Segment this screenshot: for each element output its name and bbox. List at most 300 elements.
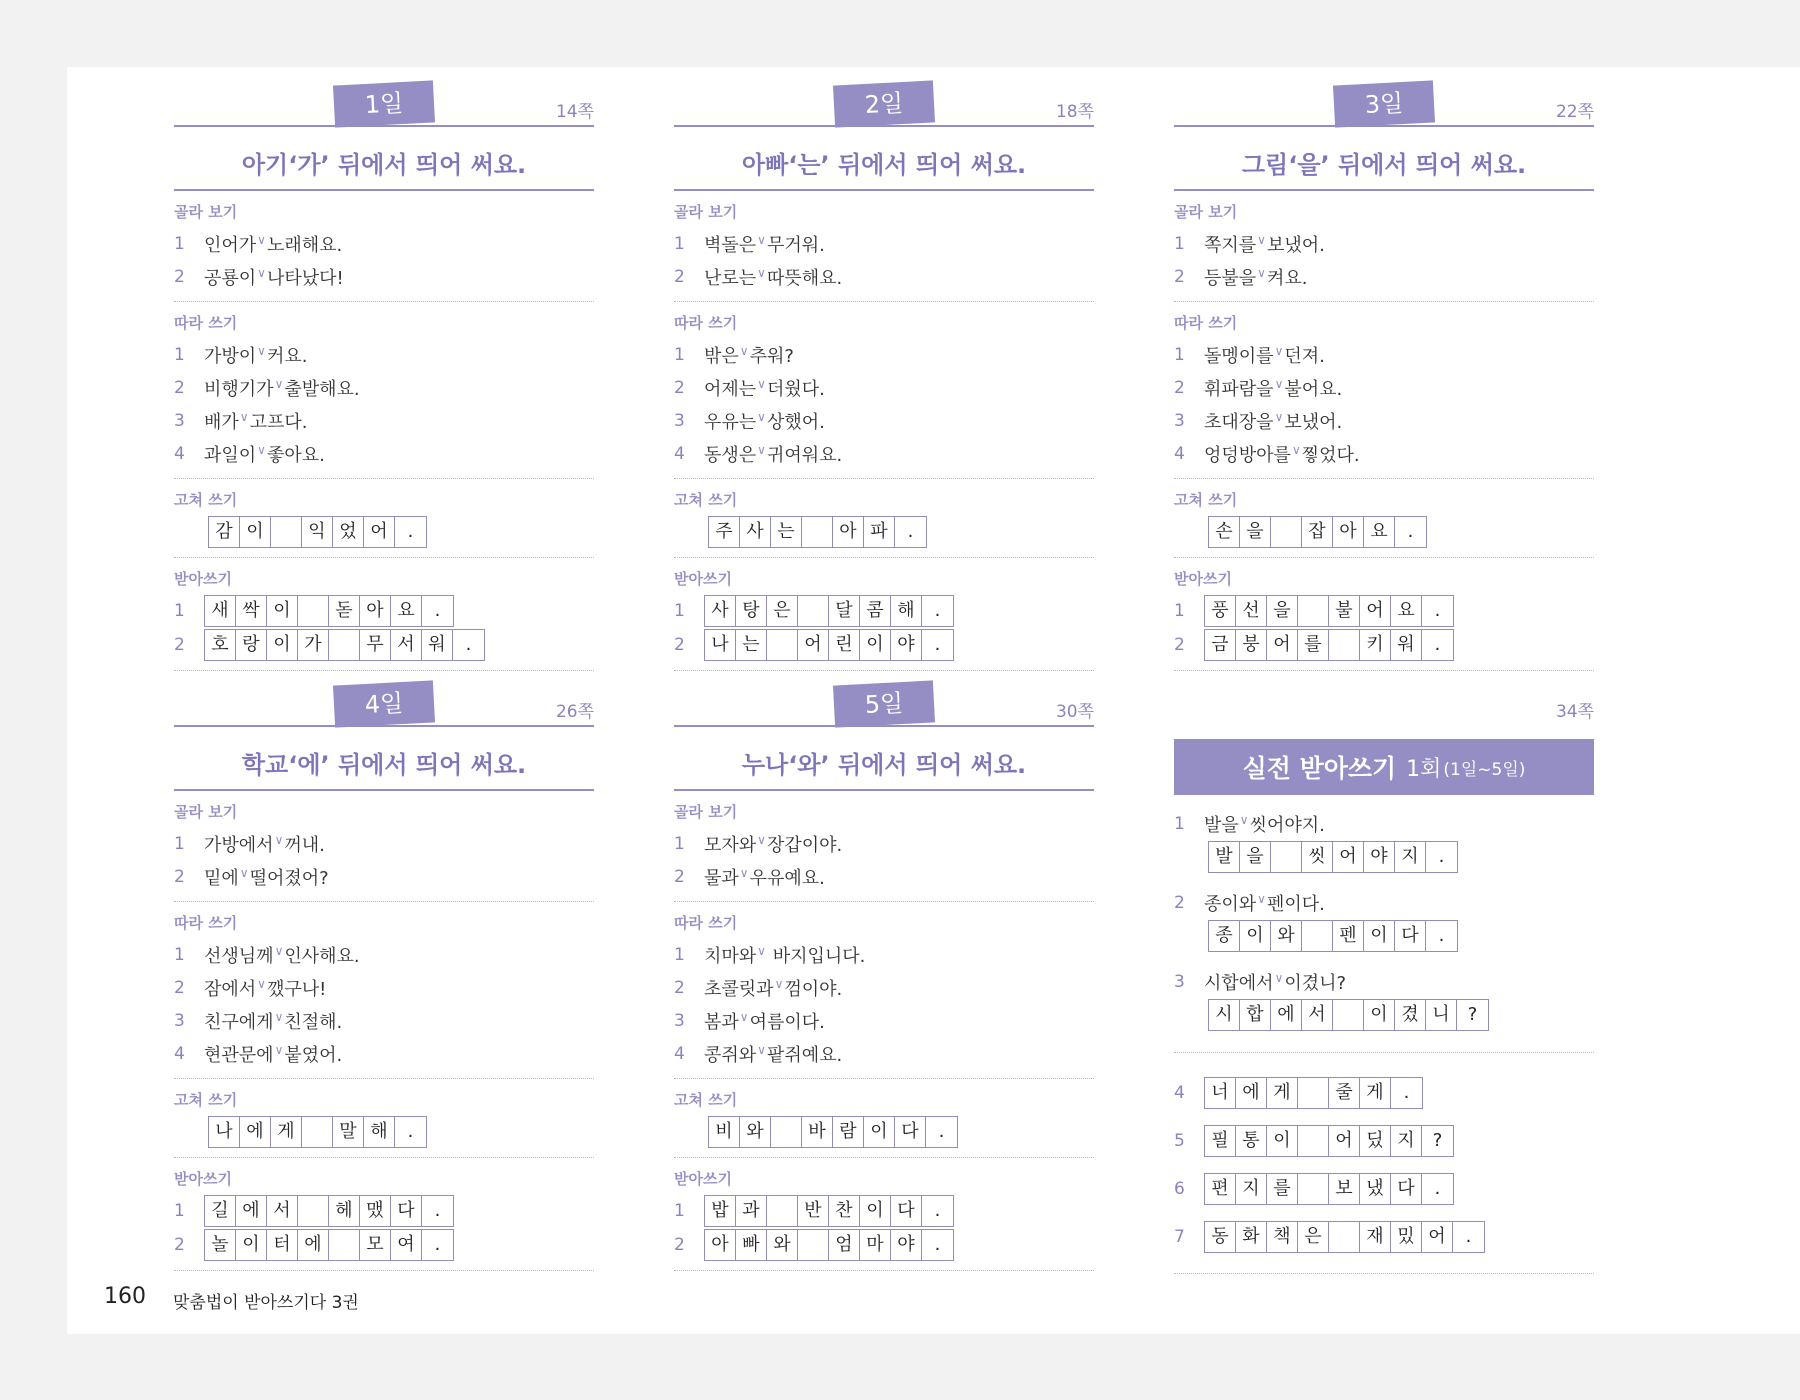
sentence-part-after: 무거워. [766, 234, 825, 256]
dotted-divider [174, 301, 594, 302]
dotted-divider [1174, 557, 1594, 558]
item-number: 2 [174, 1235, 185, 1255]
practice-dictation-row [1174, 1117, 1594, 1165]
grid-cell: . [465, 634, 472, 655]
grid-cell: 어 [798, 630, 829, 660]
writing-grid [704, 1229, 954, 1261]
sentence-part-after: 껌이야. [784, 978, 843, 1000]
sentence-part-after: 좋아요. [266, 444, 325, 466]
grid-cell: 놀 [205, 1230, 236, 1260]
grid-cell: 반 [798, 1196, 829, 1226]
grid-cell: . [907, 521, 914, 542]
dotted-divider [674, 557, 1094, 558]
section-label-copy: 따라 쓰기 [674, 314, 738, 332]
answer-item [1174, 437, 1594, 470]
writing-grid [1204, 1077, 1423, 1109]
answer-sentence [1204, 408, 1342, 434]
grid-cell: 말 [333, 1117, 364, 1147]
grid-cell: 호 [205, 630, 236, 660]
lesson-4 [174, 681, 594, 1275]
grid-cell [1329, 630, 1360, 660]
grid-cell: 너 [1205, 1078, 1236, 1108]
lesson-header [674, 81, 1094, 191]
spacing-mark: ∨ [257, 232, 266, 247]
grid-cell: 길 [205, 1196, 236, 1226]
grid-cell: . [1465, 1226, 1472, 1247]
grid-cell: 니 [1426, 1000, 1457, 1030]
dictation-row [1174, 594, 1594, 628]
grid-cell: 어 [1333, 842, 1364, 872]
spacing-mark: ∨ [257, 343, 266, 358]
grid-cell: 줄 [1329, 1078, 1360, 1108]
item-number: 1 [174, 344, 185, 365]
dotted-divider [174, 1078, 594, 1079]
grid-cell: 린 [829, 630, 860, 660]
answer-item [674, 227, 1094, 260]
answer-sentence [204, 231, 342, 257]
answer-item [674, 260, 1094, 293]
grid-cell: 이 [1267, 1126, 1298, 1156]
answer-item [174, 971, 594, 1004]
header-rule [674, 125, 1094, 127]
correction-row [208, 1115, 594, 1149]
dictation-row [674, 1194, 1094, 1228]
lesson-header [1174, 81, 1594, 191]
dotted-divider [674, 1078, 1094, 1079]
grid-cell: 어 [364, 517, 395, 547]
sentence-part-after: 우유예요. [749, 867, 825, 889]
sentence-part-after: 꺼내. [284, 834, 325, 856]
answer-item [1174, 227, 1594, 260]
answer-sentence [1204, 342, 1325, 368]
spacing-mark: ∨ [257, 976, 266, 991]
spacing-mark: ∨ [1257, 232, 1266, 247]
answer-sentence [704, 831, 842, 857]
answer-item [174, 1004, 594, 1037]
item-number: 5 [1174, 1131, 1185, 1151]
grid-cell: . [434, 1234, 441, 1255]
dictation-row [174, 594, 594, 628]
grid-cell: . [1438, 925, 1445, 946]
spacing-mark: ∨ [1274, 343, 1284, 358]
section-label-copy: 따라 쓰기 [674, 914, 738, 932]
section-label-choose: 골라 보기 [1174, 203, 1238, 221]
answer-sentence [704, 264, 842, 290]
grid-cell [298, 1196, 329, 1226]
answer-item [674, 437, 1094, 470]
sentence-part-before: 잠에서 [204, 978, 257, 1000]
grid-cell [1329, 1222, 1360, 1252]
spacing-mark: ∨ [739, 1009, 749, 1024]
grid-cell: 필 [1205, 1126, 1236, 1156]
spacing-mark: ∨ [274, 832, 284, 847]
sentence-part-after: 귀여워요. [766, 444, 843, 466]
practice-column [1174, 681, 1594, 1278]
answer-item [174, 1037, 594, 1070]
answer-sentence [204, 342, 307, 368]
item-number: 1 [1174, 344, 1185, 365]
grid-cell: 해 [364, 1117, 395, 1147]
grid-cell: 금 [1205, 630, 1236, 660]
dotted-divider [674, 478, 1094, 479]
sentence-part-before: 밑에 [204, 867, 239, 889]
answer-item [1174, 404, 1594, 437]
grid-cell: 서 [391, 630, 422, 660]
sentence-part-after: 펜이다. [1266, 893, 1325, 915]
answer-item [174, 404, 594, 437]
practice-round: 1회 [1406, 756, 1442, 782]
dictation-row [174, 1194, 594, 1228]
grid-cell: 이 [236, 1230, 267, 1260]
grid-cell: ? [1432, 1130, 1443, 1151]
grid-cell: 아 [833, 517, 864, 547]
grid-cell: 은 [1298, 1222, 1329, 1252]
spacing-mark: ∨ [274, 1042, 284, 1057]
grid-cell: 책 [1267, 1222, 1298, 1252]
spacing-mark: ∨ [274, 376, 284, 391]
answer-sentence [204, 441, 325, 467]
header-rule [174, 125, 594, 127]
grid-cell [271, 517, 302, 547]
dictation-row [674, 1228, 1094, 1262]
page-reference: 30쪽 [1055, 702, 1094, 722]
spacing-mark: ∨ [757, 409, 766, 424]
title-rule [674, 189, 1094, 191]
sentence-part-before: 선생님께 [204, 945, 274, 967]
section-label-copy: 따라 쓰기 [174, 314, 238, 332]
grid-cell: 야 [891, 630, 922, 660]
grid-cell: 게 [271, 1117, 302, 1147]
answer-item [674, 1037, 1094, 1070]
lesson-2 [674, 81, 1094, 675]
grid-cell: 풍 [1205, 596, 1236, 626]
item-number: 1 [174, 833, 185, 854]
answer-item [674, 404, 1094, 437]
grid-cell: 딨 [1360, 1126, 1391, 1156]
sentence-part-before: 현관문에 [204, 1044, 274, 1066]
grid-cell: 와 [767, 1230, 798, 1260]
grid-cell: 어 [1329, 1126, 1360, 1156]
grid-cell: 람 [833, 1117, 864, 1147]
sentence-part-before: 우유는 [704, 411, 757, 433]
grid-cell: 여 [391, 1230, 422, 1260]
section-label-copy: 따라 쓰기 [1174, 314, 1238, 332]
writing-grid [1204, 1125, 1454, 1157]
answer-sentence [204, 864, 329, 890]
lesson-header [174, 81, 594, 191]
sentence-part-before: 물과 [704, 867, 739, 889]
answer-sentence [204, 1008, 342, 1034]
grid-cell: 겼 [1395, 1000, 1426, 1030]
grid-cell: 랑 [236, 630, 267, 660]
section-label-correct: 고쳐 쓰기 [674, 491, 738, 509]
grid-cell: 이 [860, 1196, 891, 1226]
grid-cell: 통 [1236, 1126, 1267, 1156]
grid-cell: 에 [240, 1117, 271, 1147]
answer-sentence [1204, 811, 1325, 837]
writing-grid [208, 516, 427, 548]
item-number: 2 [674, 977, 685, 998]
section-label-correct: 고쳐 쓰기 [674, 1091, 738, 1109]
dictation-row [674, 628, 1094, 662]
answer-sentence [1204, 969, 1346, 995]
answer-item [174, 371, 594, 404]
grid-cell: 지 [1391, 1126, 1422, 1156]
sentence-part-before: 배가 [204, 411, 239, 433]
grid-cell: 싹 [236, 596, 267, 626]
lesson-header [174, 681, 594, 791]
sentence-part-before: 난로는 [704, 267, 757, 289]
grid-cell: 다 [895, 1117, 926, 1147]
spacing-mark: ∨ [1274, 376, 1284, 391]
grid-cell: 다 [391, 1196, 422, 1226]
answer-sentence [204, 375, 360, 401]
section-label-correct: 고쳐 쓰기 [174, 491, 238, 509]
sentence-part-after: 친절해. [284, 1011, 343, 1033]
sentence-part-after: 씻어야지. [1249, 814, 1325, 836]
answer-item [674, 1004, 1094, 1037]
grid-cell [1298, 1078, 1329, 1108]
sentence-part-after: 보냈어. [1266, 234, 1325, 256]
sentence-part-after: 팥쥐예요. [766, 1044, 843, 1066]
dotted-divider [174, 1157, 594, 1158]
item-number: 3 [174, 1010, 185, 1031]
section-label-correct: 고쳐 쓰기 [174, 1091, 238, 1109]
item-number: 2 [1174, 635, 1185, 655]
sentence-part-after: 인사해요. [284, 945, 360, 967]
grid-cell: 비 [709, 1117, 740, 1147]
grid-cell: 무 [360, 630, 391, 660]
answer-item [1174, 965, 1594, 998]
correction-row [708, 1115, 1094, 1149]
section-label-dictation: 받아쓰기 [1174, 570, 1232, 588]
sentence-part-before: 비행기가 [204, 378, 274, 400]
section-label-dictation: 받아쓰기 [674, 570, 732, 588]
grid-cell [771, 1117, 802, 1147]
item-number: 1 [1174, 233, 1185, 254]
spacing-mark: ∨ [274, 1009, 284, 1024]
item-number: 2 [674, 266, 685, 287]
answer-key-page [67, 67, 1800, 1334]
grid-cell: 찬 [829, 1196, 860, 1226]
grid-cell: 바 [802, 1117, 833, 1147]
dotted-divider [674, 1157, 1094, 1158]
grid-cell: . [1403, 1082, 1410, 1103]
grid-cell: 감 [209, 517, 240, 547]
answer-sentence [704, 975, 842, 1001]
item-number: 3 [674, 410, 685, 431]
grid-cell: 서 [267, 1196, 298, 1226]
sentence-part-before: 휘파람을 [1204, 378, 1274, 400]
day-tab: 4일 [333, 680, 435, 727]
lesson-title: 누나‘와’ 뒤에서 띄어 써요. [741, 751, 1027, 779]
item-number: 2 [674, 377, 685, 398]
sentence-part-before: 봄과 [704, 1011, 739, 1033]
sentence-part-before: 엉덩방아를 [1204, 444, 1291, 466]
grid-cell: 나 [209, 1117, 240, 1147]
grid-cell: 야 [891, 1230, 922, 1260]
grid-cell: 에 [1236, 1078, 1267, 1108]
grid-cell: 밌 [1391, 1222, 1422, 1252]
grid-cell: 합 [1240, 1000, 1271, 1030]
grid-cell [798, 1230, 829, 1260]
grid-cell: 동 [1205, 1222, 1236, 1252]
grid-cell: 아 [360, 596, 391, 626]
spacing-mark: ∨ [257, 265, 266, 280]
grid-cell: 붕 [1236, 630, 1267, 660]
sentence-part-before: 인어가 [204, 234, 257, 256]
spacing-mark: ∨ [1239, 812, 1249, 827]
answer-item [1174, 886, 1594, 919]
grid-cell: 에 [236, 1196, 267, 1226]
grid-cell: 맸 [360, 1196, 391, 1226]
grid-cell [329, 1230, 360, 1260]
section-label-choose: 골라 보기 [674, 803, 738, 821]
item-number: 2 [1174, 266, 1185, 287]
sentence-part-after: 여름이다. [749, 1011, 825, 1033]
lesson-title: 학교‘에’ 뒤에서 띄어 써요. [241, 751, 527, 779]
answer-sentence [204, 975, 326, 1001]
answer-item [674, 371, 1094, 404]
sentence-part-before: 치마와 [704, 945, 757, 967]
grid-cell: 이 [1240, 921, 1271, 951]
dotted-divider [174, 901, 594, 902]
header-rule [1174, 125, 1594, 127]
practice-grid-row [1208, 919, 1594, 953]
practice-title-box [1174, 739, 1594, 795]
item-number: 1 [674, 1201, 685, 1221]
answer-sentence [204, 831, 325, 857]
grid-cell: . [1407, 521, 1414, 542]
grid-cell: 와 [1271, 921, 1302, 951]
grid-cell: 아 [1333, 517, 1364, 547]
answer-item [174, 938, 594, 971]
answer-sentence [204, 408, 307, 434]
answer-item [674, 971, 1094, 1004]
sentence-part-after: 고프다. [249, 411, 308, 433]
grid-cell: 이 [1364, 921, 1395, 951]
item-number: 2 [1174, 377, 1185, 398]
practice-dictation-row [1174, 1165, 1594, 1213]
sentence-part-after: 떨어졌어? [249, 867, 329, 889]
answer-sentence [1204, 441, 1360, 467]
sentence-part-after: 찧었다. [1301, 444, 1360, 466]
grid-cell: . [934, 1234, 941, 1255]
grid-cell: 다 [1395, 921, 1426, 951]
grid-cell: ? [1467, 1004, 1478, 1025]
correction-row [208, 515, 594, 549]
grid-cell: 종 [1209, 921, 1240, 951]
answer-sentence [704, 441, 842, 467]
sentence-part-after: 이겼니? [1284, 972, 1347, 994]
grid-cell: 빠 [736, 1230, 767, 1260]
answer-sentence [704, 375, 825, 401]
sentence-part-before: 친구에게 [204, 1011, 274, 1033]
item-number: 2 [674, 1235, 685, 1255]
answer-sentence [1204, 231, 1325, 257]
dictation-row [674, 594, 1094, 628]
spacing-mark: ∨ [1291, 442, 1301, 457]
grid-cell: 키 [1360, 630, 1391, 660]
dotted-divider [674, 901, 1094, 902]
sentence-part-before: 초콜릿과 [704, 978, 774, 1000]
spacing-mark: ∨ [757, 265, 766, 280]
grid-cell: 새 [205, 596, 236, 626]
answer-item [174, 437, 594, 470]
writing-grid [1204, 1173, 1454, 1205]
grid-cell: 지 [1236, 1174, 1267, 1204]
answer-sentence [204, 264, 344, 290]
dotted-divider [1174, 1052, 1594, 1053]
item-number: 6 [1174, 1179, 1185, 1199]
practice-dictation-row [1174, 1069, 1594, 1117]
answer-sentence [704, 1008, 825, 1034]
writing-grid [1204, 1221, 1485, 1253]
answer-item [174, 260, 594, 293]
writing-grid [704, 1195, 954, 1227]
spacing-mark: ∨ [274, 943, 284, 958]
grid-cell: 선 [1236, 596, 1267, 626]
header-rule [674, 725, 1094, 727]
sentence-part-after: 바지입니다. [766, 945, 866, 967]
grid-cell: 서 [1302, 1000, 1333, 1030]
spacing-mark: ∨ [1274, 970, 1284, 985]
grid-cell: . [434, 600, 441, 621]
writing-grid [708, 516, 927, 548]
grid-cell: 달 [829, 596, 860, 626]
answer-sentence [704, 942, 865, 968]
sentence-part-before: 콩쥐와 [704, 1044, 757, 1066]
grid-cell [1271, 517, 1302, 547]
grid-cell: 주 [709, 517, 740, 547]
writing-grid [1208, 841, 1458, 873]
item-number: 7 [1174, 1227, 1185, 1247]
sentence-part-after: 커요. [266, 345, 308, 367]
page-reference: 14쪽 [555, 102, 594, 122]
writing-grid [708, 1116, 958, 1148]
lesson-3 [1174, 81, 1594, 675]
grid-cell [1333, 1000, 1364, 1030]
grid-cell: . [934, 1200, 941, 1221]
grid-cell: 을 [1240, 842, 1271, 872]
sentence-part-before: 쪽지를 [1204, 234, 1257, 256]
grid-cell: 요 [391, 596, 422, 626]
grid-cell: 은 [767, 596, 798, 626]
item-number: 4 [174, 1043, 185, 1064]
grid-cell: 지 [1395, 842, 1426, 872]
grid-cell: 는 [736, 630, 767, 660]
correction-row [708, 515, 1094, 549]
item-number: 1 [674, 233, 685, 254]
sentence-part-before: 시합에서 [1204, 972, 1274, 994]
spacing-mark: ∨ [239, 409, 249, 424]
dotted-divider [1174, 478, 1594, 479]
spacing-mark: ∨ [757, 376, 766, 391]
spacing-mark: ∨ [757, 832, 766, 847]
sentence-part-after: 출발해요. [284, 378, 360, 400]
page-reference: 34쪽 [1555, 702, 1594, 722]
dictation-row [174, 1228, 594, 1262]
section-label-dictation: 받아쓰기 [174, 1170, 232, 1188]
dotted-divider [174, 1270, 594, 1271]
practice-item [1174, 965, 1594, 1032]
sentence-part-before: 가방이 [204, 345, 257, 367]
lesson-1 [174, 81, 594, 675]
grid-cell: . [934, 600, 941, 621]
item-number: 2 [174, 635, 185, 655]
grid-cell: 이 [1364, 1000, 1395, 1030]
item-number: 2 [674, 866, 685, 887]
